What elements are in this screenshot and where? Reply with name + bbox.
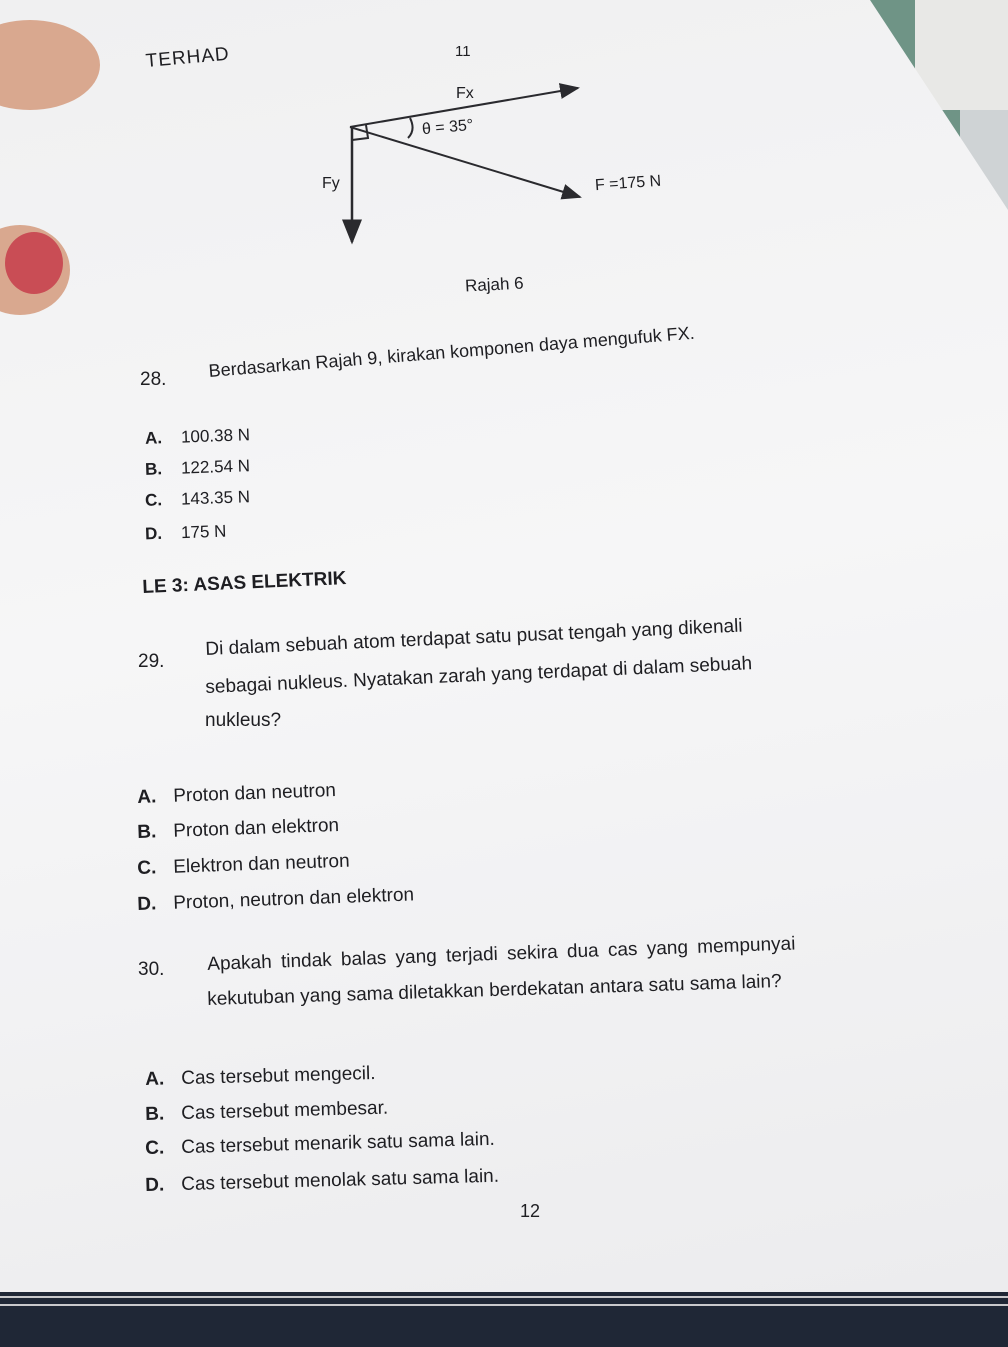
option-a[interactable] [145,426,251,447]
option-letter: C. [144,1137,165,1159]
fy-label: Fy [322,175,340,192]
section-title: LE 3: ASAS ELEKTRIK [141,568,347,598]
option-text: 175 N [180,521,227,543]
angle-arc [408,118,413,138]
option-letter: D. [144,1174,165,1196]
force-diagram [330,80,690,250]
option-text: Proton, neutron dan elektron [172,884,415,914]
question-number: 28. [140,369,167,390]
option-b[interactable] [145,457,251,478]
option-text: Cas tersebut membesar. [180,1097,389,1125]
option-text: 100.38 N [180,425,251,447]
background-table [0,1290,1008,1347]
header-restricted: TERHAD [144,43,231,72]
option-text: Cas tersebut menarik satu sama lain. [180,1128,496,1159]
option-d[interactable] [145,523,227,543]
option-letter: D. [136,893,157,915]
option-letter: D. [144,523,163,544]
question-line: nukleus? [205,710,282,731]
option-letter: A. [136,786,157,808]
question-line: sebagai nukleus. Nyatakan zarah yang terdapat di dalam sebuah [204,653,753,698]
option-letter: A. [144,428,163,448]
option-letter: B. [144,1103,165,1125]
fingernail [5,232,63,294]
force-label: F =175 N [594,172,662,195]
question-number: 30. [138,959,165,980]
sheet-edge [0,1296,1008,1298]
sheet-edge [0,1304,1008,1306]
option-text: Cas tersebut menolak satu sama lain. [180,1165,500,1196]
option-letter: C. [136,857,157,879]
question-text: Berdasarkan Rajah 9, kirakan komponen daya mengufuk FX. [207,322,696,381]
angle-label: θ = 35° [421,116,474,139]
fx-label: Fx [456,85,474,102]
option-text: Proton dan elektron [172,814,340,842]
diagram-caption: Rajah 6 [464,273,525,296]
option-text: Proton dan neutron [172,780,337,807]
question-line: kekutuban yang sama diletakkan berdekatan antara satu sama lain? [206,970,782,1010]
option-text: 122.54 N [180,456,251,478]
option-letter: A. [144,1068,165,1090]
page-number-top: 11 [455,43,471,60]
option-letter: B. [136,821,157,843]
resultant-force-arrow [350,127,580,197]
option-letter: C. [144,490,163,510]
option-text: 143.35 N [180,487,251,509]
page-number-bottom: 12 [520,1201,541,1221]
question-number: 29. [138,651,165,672]
option-letter: B. [144,459,163,479]
question-line: Apakah tindak balas yang terjadi sekira dua cas yang mempunyai [206,933,796,975]
option-c[interactable] [145,488,251,509]
question-line: Di dalam sebuah atom terdapat satu pusat tengah yang dikenali [204,615,744,660]
option-text: Elektron dan neutron [172,850,350,878]
option-text: Cas tersebut mengecil. [180,1062,376,1090]
